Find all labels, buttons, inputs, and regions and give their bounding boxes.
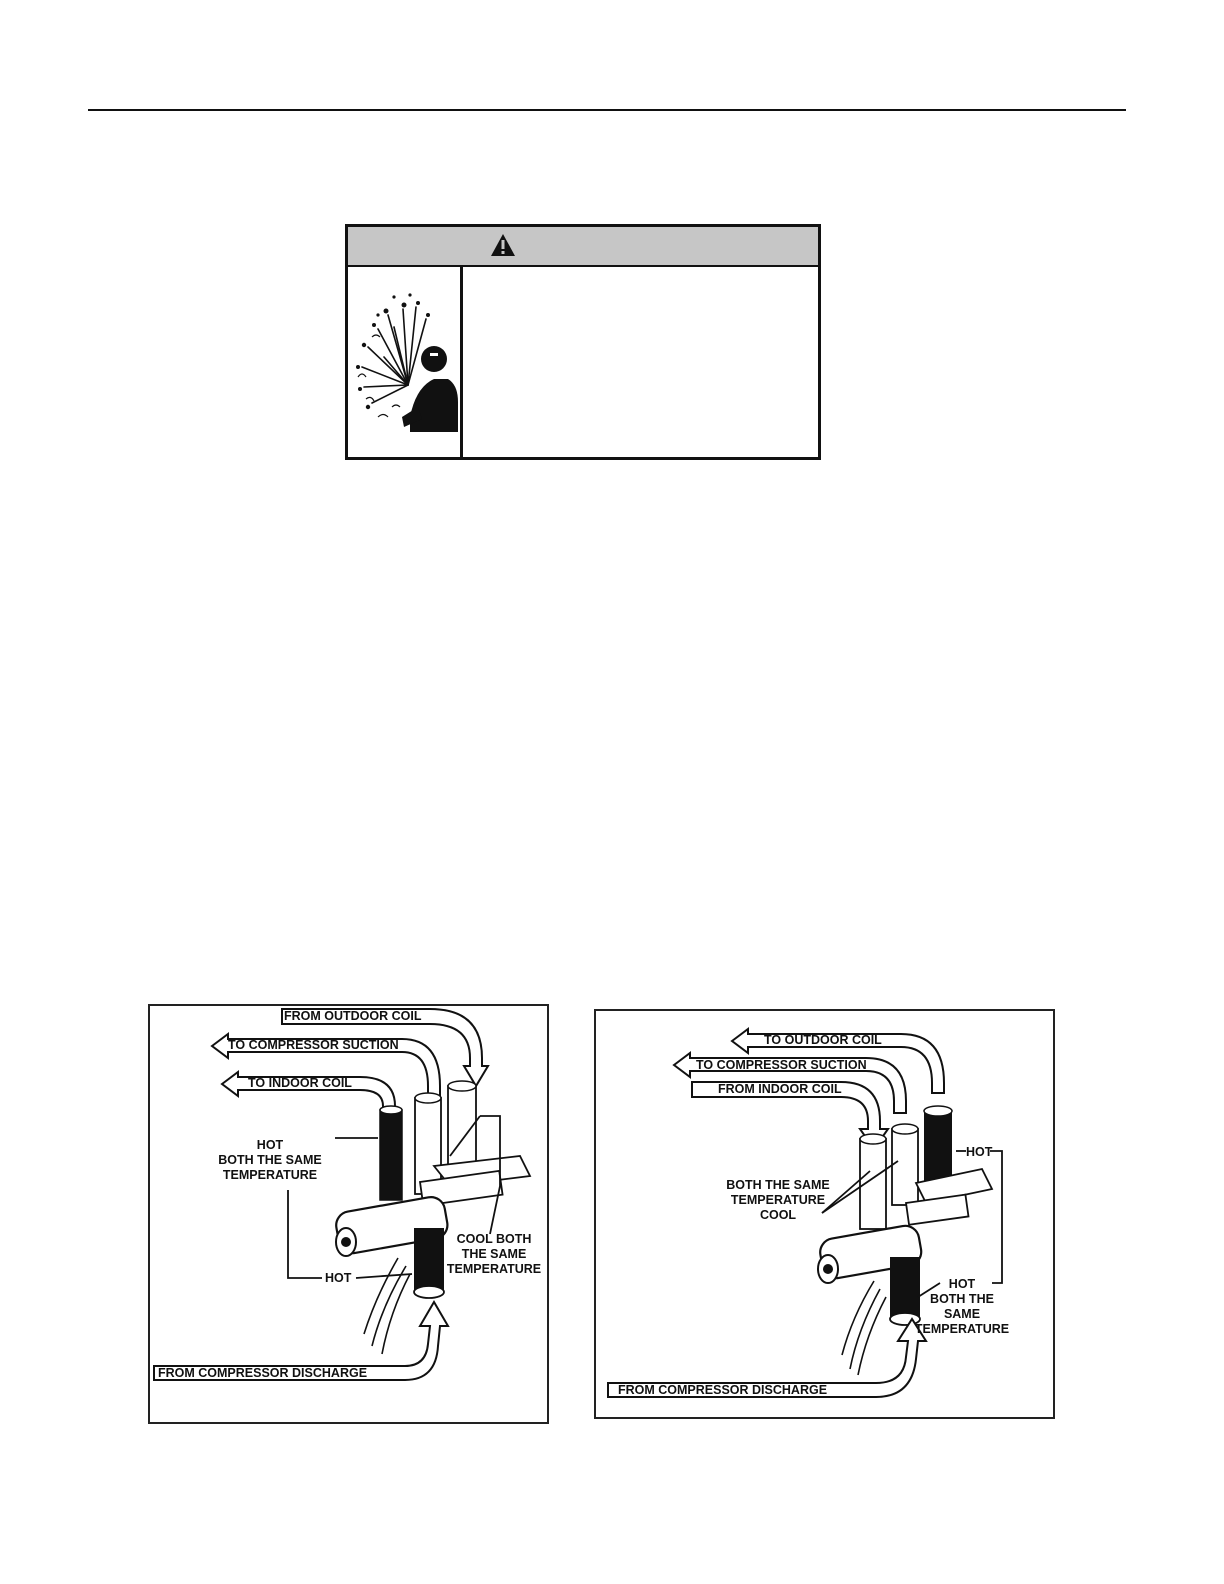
warning-triangle-icon: [490, 233, 516, 257]
figure-heating-mode: [148, 1004, 549, 1424]
label-to-compressor-suction: TO COMPRESSOR SUCTION: [228, 1038, 399, 1052]
label-hot: HOT: [325, 1271, 352, 1285]
label-from-indoor-coil: FROM INDOOR COIL: [718, 1082, 842, 1096]
label-to-indoor-coil: TO INDOOR COIL: [248, 1076, 352, 1090]
label-cool-1: COOL BOTH: [456, 1232, 532, 1246]
reversing-valve-diagram-left: [150, 1006, 549, 1424]
warning-pictogram-cell: [348, 267, 463, 457]
label-from-compressor-discharge: FROM COMPRESSOR DISCHARGE: [618, 1383, 828, 1397]
label-cool-2: TEMPERATURE: [730, 1193, 826, 1207]
warning-box: [345, 224, 821, 460]
explosion-hazard-icon: [348, 267, 460, 459]
label-cool-2: THE SAME: [461, 1247, 527, 1261]
label-hot-3: SAME: [943, 1307, 981, 1321]
label-to-outdoor-coil: TO OUTDOOR COIL: [764, 1033, 882, 1047]
label-hot-4: TEMPERATURE: [914, 1322, 1010, 1336]
label-cool-3: COOL: [759, 1208, 797, 1222]
label-hot-same-3: TEMPERATURE: [222, 1168, 318, 1182]
label-from-compressor-discharge: FROM COMPRESSOR DISCHARGE: [158, 1366, 368, 1380]
label-from-outdoor-coil: FROM OUTDOOR COIL: [284, 1009, 422, 1023]
label-hot-same-2: BOTH THE SAME: [218, 1153, 322, 1167]
label-hot-2: BOTH THE: [930, 1292, 994, 1306]
label-hot-1: HOT: [948, 1277, 976, 1291]
label-cool-3: TEMPERATURE: [446, 1262, 542, 1276]
header-rule: [88, 109, 1126, 111]
warning-header: [348, 227, 818, 267]
label-hot-top: HOT: [966, 1145, 993, 1159]
label-hot-same-1: HOT: [256, 1138, 284, 1152]
warning-text: [466, 273, 812, 451]
figure-cooling-mode: [594, 1009, 1055, 1419]
label-cool-1: BOTH THE SAME: [726, 1178, 830, 1192]
label-to-compressor-suction: TO COMPRESSOR SUCTION: [696, 1058, 867, 1072]
